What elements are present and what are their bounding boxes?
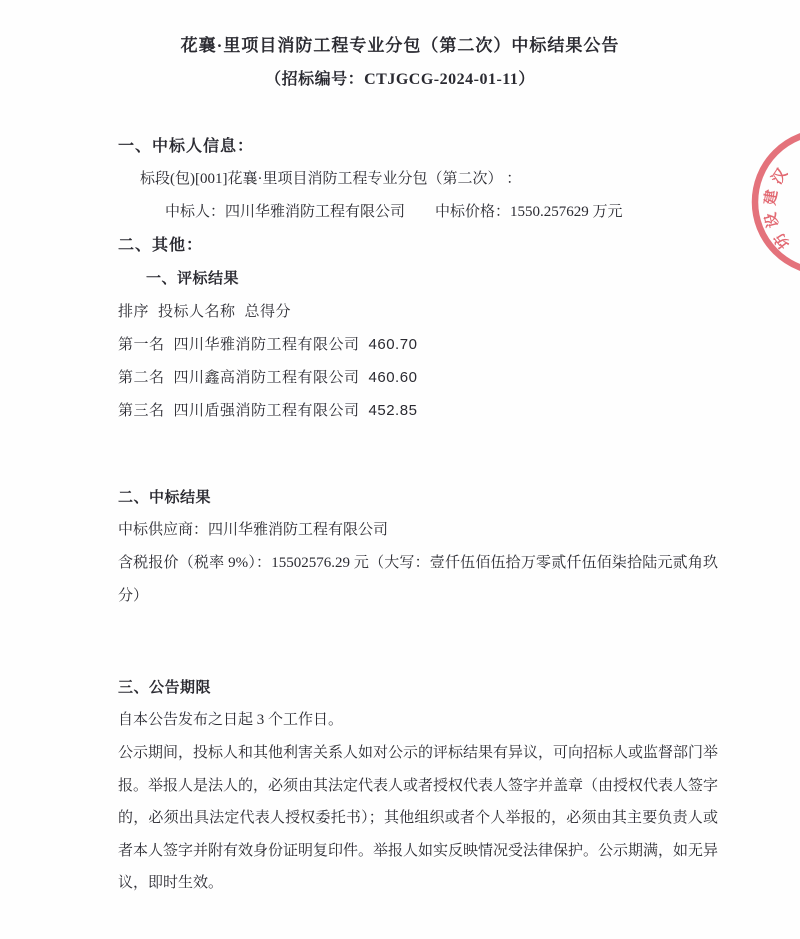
eval-row <box>118 361 718 394</box>
winner-name: 中标人：四川华雅消防工程有限公司 <box>165 204 406 220</box>
page-title: 花襄·里项目消防工程专业分包（第二次）中标结果公告 <box>180 36 620 55</box>
supplier-line: 中标供应商：四川华雅消防工程有限公司 <box>118 522 389 538</box>
eval-rank: 第三名 <box>118 402 165 419</box>
stamp-char: 建 <box>761 188 782 207</box>
doc-subtitle: （招标编号：CTJGCG-2024-01-11） <box>265 71 535 88</box>
eval-score: 452.85 <box>368 402 418 419</box>
winner-line <box>118 196 718 229</box>
eval-column-header <box>118 295 718 328</box>
eval-col-bidder: 投标人名称 <box>158 303 236 320</box>
stamp-char: 汉 <box>768 165 792 188</box>
title-block <box>0 0 800 90</box>
notice-duration: 自本公告发布之日起 3 个工作日。 <box>118 712 344 728</box>
eval-bidder: 四川盾强消防工程有限公司 <box>173 402 360 419</box>
award-heading: 二、中标结果 <box>118 489 212 506</box>
eval-bidder: 四川鑫高消防工程有限公司 <box>173 369 360 386</box>
notice-heading: 三、公告期限 <box>118 679 212 696</box>
eval-col-rank: 排序 <box>118 303 150 320</box>
lot-line: 标段(包)[001]花襄·里项目消防工程专业分包（第二次） ： <box>140 171 522 187</box>
eval-rank: 第二名 <box>118 369 165 386</box>
red-stamp <box>740 122 800 292</box>
section-heading-others: 二、其他： <box>118 237 204 254</box>
stamp-char: 设 <box>762 210 783 230</box>
section-heading-winner-info: 一、中标人信息： <box>118 138 255 155</box>
document-body <box>118 130 718 900</box>
price-line: 含税报价（税率 9%）：15502576.29 元（大写：壹仟伍佰伍拾万零贰仟伍佰柒拾陆元贰角玖分） <box>118 555 718 604</box>
eval-heading: 一、评标结果 <box>146 270 240 287</box>
eval-score: 460.60 <box>368 369 418 386</box>
eval-row <box>118 328 718 361</box>
eval-col-score: 总得分 <box>244 303 292 320</box>
notice-body: 公示期间，投标人和其他利害关系人如对公示的评标结果有异议，可向招标人或监督部门举报。举报人是法人的，必须由其法定代表人或者授权代表人签字并盖章（由授权代表人签字的，必须出具法定代表人授权委托书）；其他组织或者个人举报的，必须由其主要负责人或者本人签字并附有效身份证明复印件。举报人如实反映情况受法律保护。公示期满，如无异议，即时生效。 <box>118 745 719 891</box>
winner-price: 中标价格：1550.257629 万元 <box>435 204 623 220</box>
eval-rank: 第一名 <box>118 336 165 353</box>
eval-bidder: 四川华雅消防工程有限公司 <box>173 336 360 353</box>
stamp-char: 坊 <box>770 229 794 252</box>
eval-score: 460.70 <box>368 336 418 353</box>
eval-row <box>118 394 718 427</box>
